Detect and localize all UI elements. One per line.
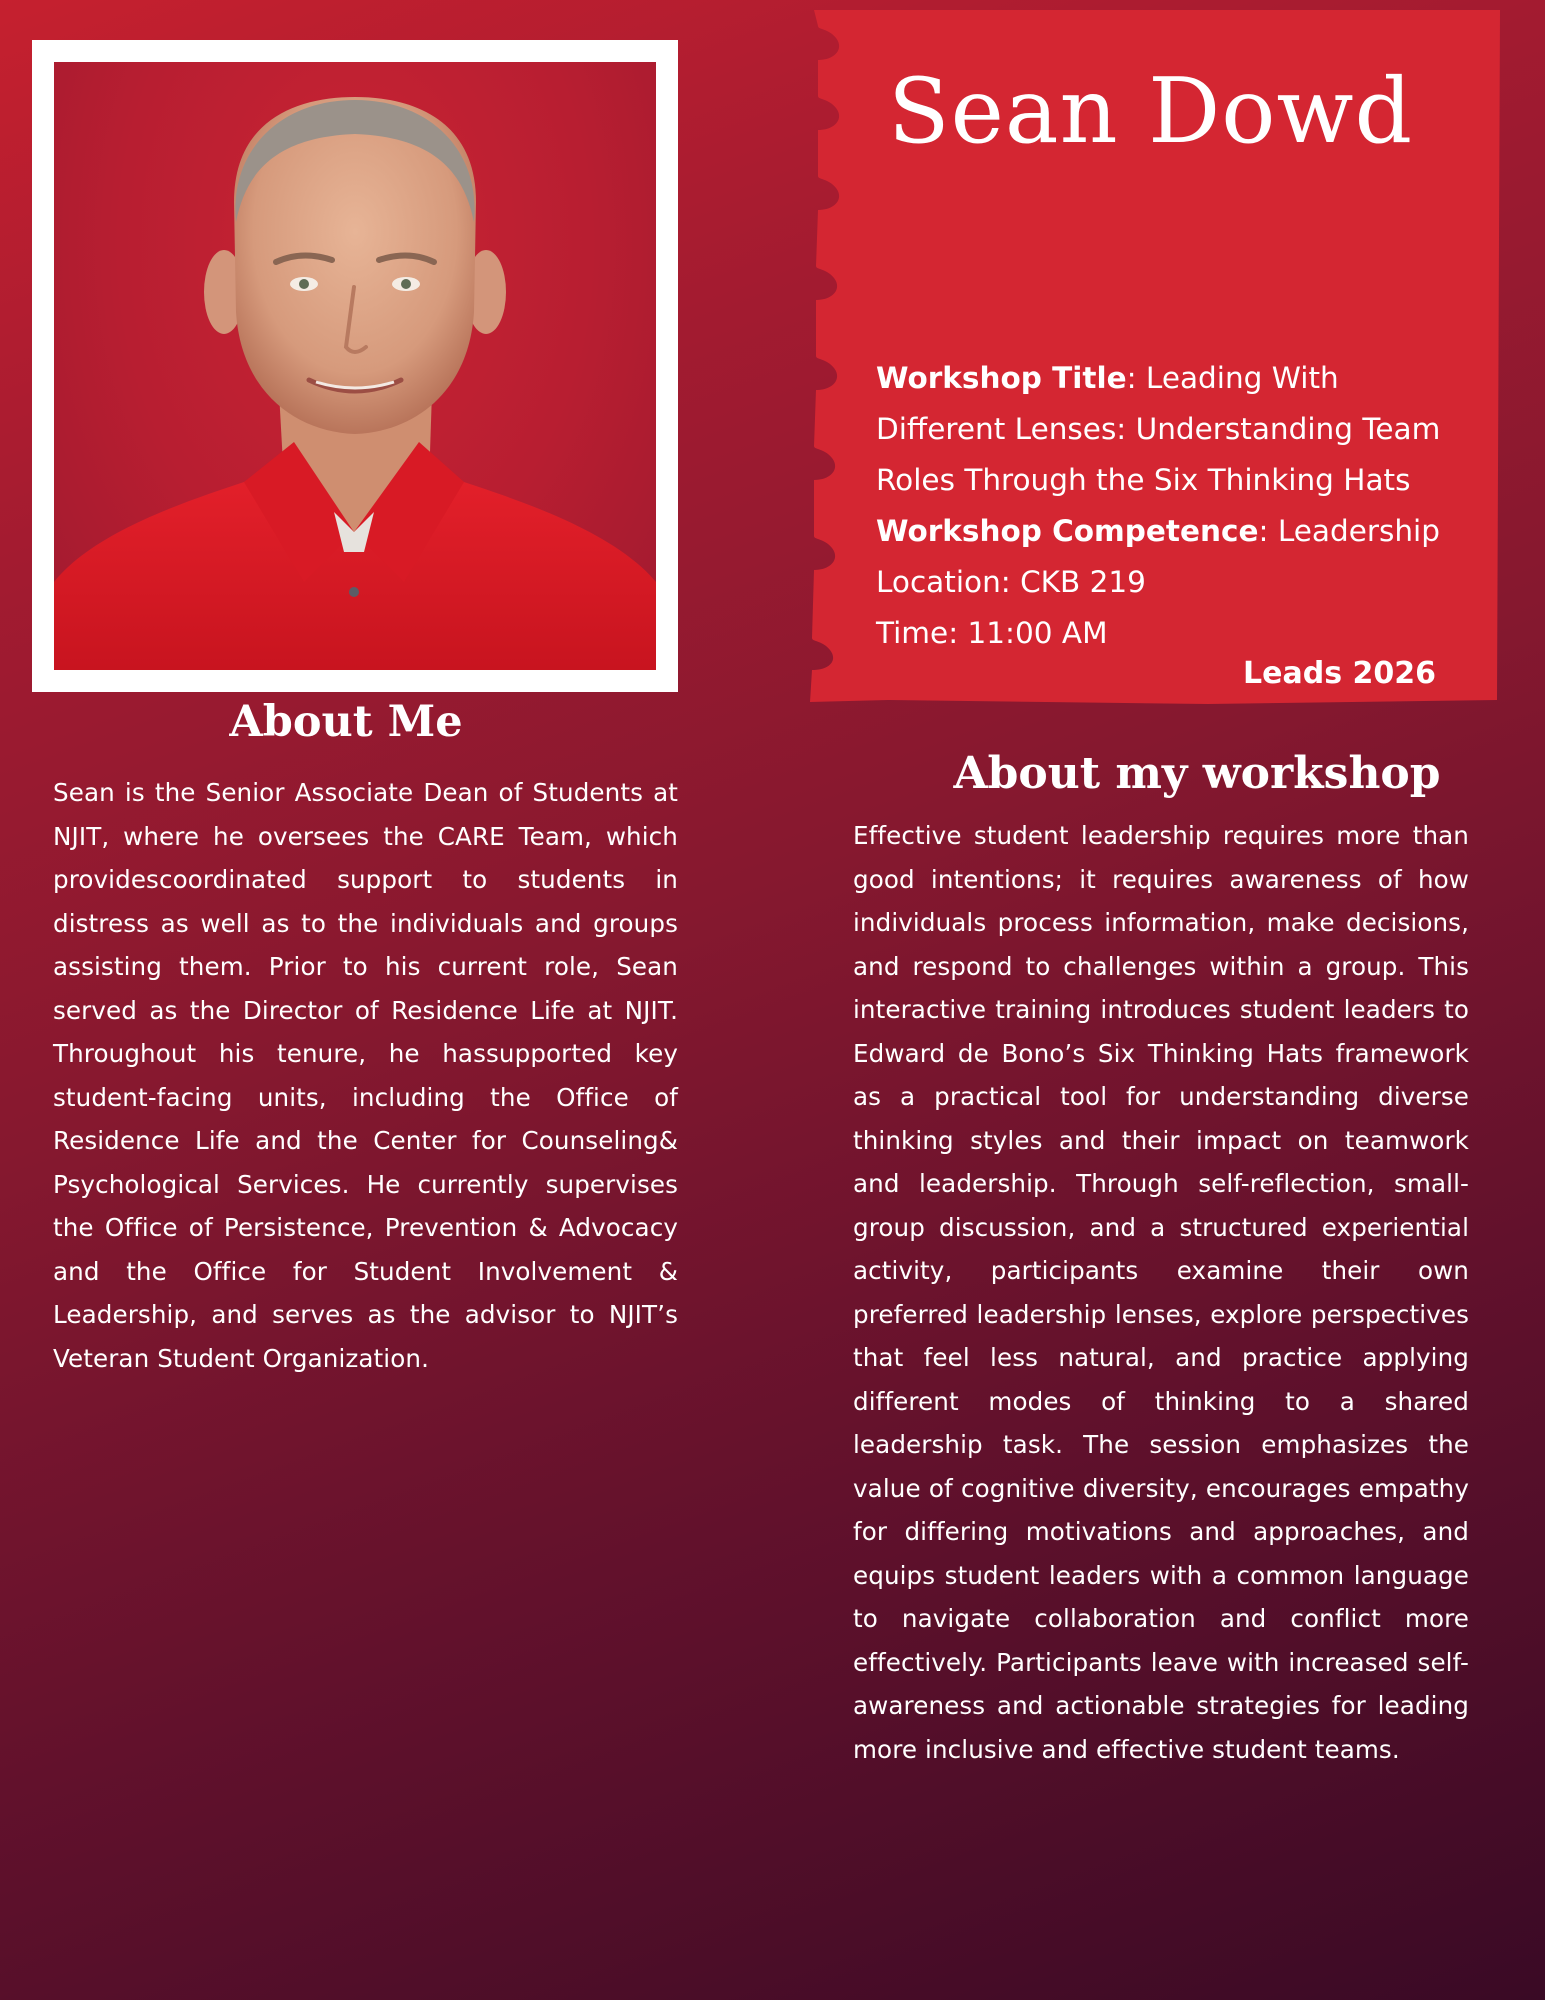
event-badge: Leads 2026 [1243, 656, 1436, 691]
speaker-portrait [54, 62, 656, 670]
workshop-competence-row [876, 506, 1476, 557]
workshop-details [876, 353, 1476, 659]
workshop-time: Time: 11:00 AM [876, 616, 1108, 650]
workshop-competence-value: : Leadership [1258, 514, 1440, 548]
photo-frame [32, 40, 678, 692]
about-workshop-body: Effective student leadership requires more than good intentions; it requires awareness of how individuals process information, make decisions, and respond to challenges within a group. This interactive training introduces student leaders to Edward de Bono’s Six Thinking Hats framework as a practical tool for understanding diverse thinking styles and their impact on teamwork and leadership. Through self-reflection, small-group discussion, and a structured experiential activity, participants examine their own preferred leadership lenses, explore perspectives that feel less natural, and practice applying different modes of thinking to a shared leadership task. The session emphasizes the value of cognitive diversity, encourages empathy for differing motivations and approaches, and equips student leaders with a common language to navigate collaboration and conflict more effectively. Participants leave with increased self-awareness and actionable strategies for leading more inclusive and effective student teams. [853, 821, 1469, 1764]
speaker-name: Sean Dowd [888, 59, 1414, 164]
workshop-title-value: : Leading With Different Lenses: Understanding Team Roles Through the Six Thinking Hats [876, 361, 1441, 497]
about-me-body: Sean is the Senior Associate Dean of Students at NJIT, where he oversees the CARE Team, which providescoordinated support to students in distress as well as to the individuals and groups assisting them. Prior to his current role, Sean served as the Director of Residence Life at NJIT. Throughout his tenure, he hassupported key student-facing units, including the Office of Residence Life and the Center for Counseling& Psychological Services. He currently supervises the Office of Persistence, Prevention & Advocacy and the Office for Student Involvement & Leadership, and serves as the advisor to NJIT’s Veteran Student Organization. [53, 778, 678, 1373]
about-workshop-heading: About my workshop [953, 748, 1441, 799]
workshop-location: Location: CKB 219 [876, 565, 1146, 599]
workshop-title-label: Workshop Title [876, 361, 1127, 395]
about-me-heading: About Me [229, 697, 463, 747]
speaker-portrait-photo [54, 62, 656, 670]
workshop-title-row [876, 353, 1476, 506]
workshop-competence-label: Workshop Competence [876, 514, 1259, 548]
speaker-info-card [808, 10, 1500, 710]
